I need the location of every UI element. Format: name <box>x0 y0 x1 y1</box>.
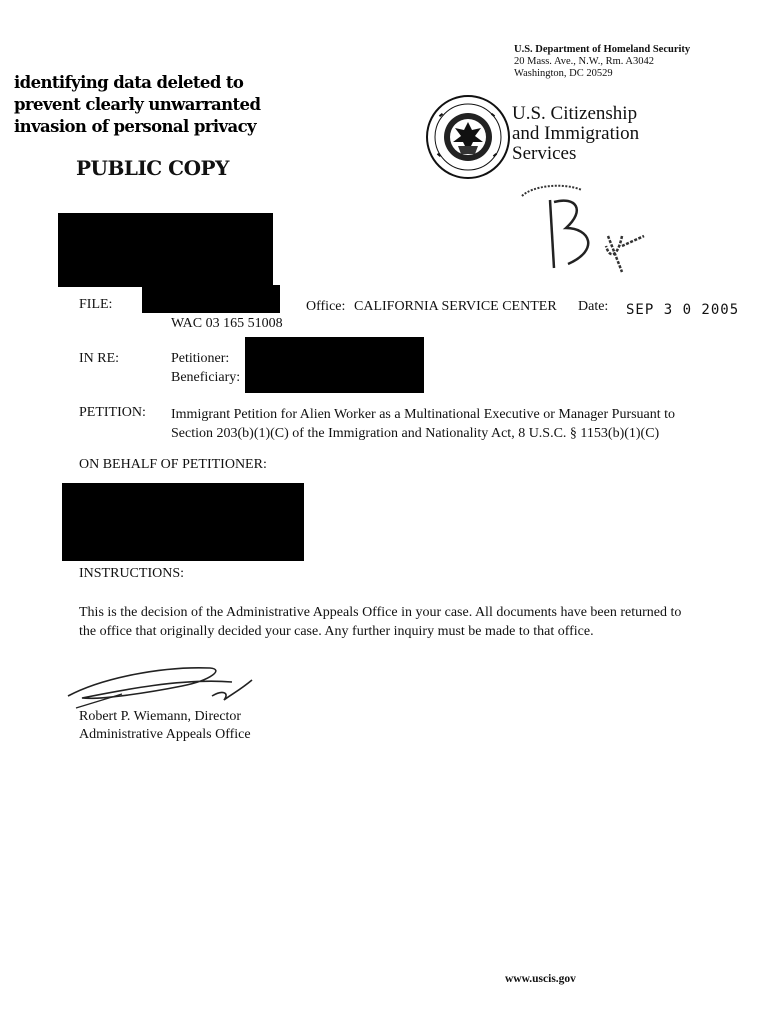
date-label: Date: <box>578 299 609 314</box>
file-label: FILE: <box>79 297 113 312</box>
petition-line-2: Section 203(b)(1)(C) of the Immigration and Nationality Act, 8 U.S.C. § 1153(b)(1)(C) <box>171 426 660 441</box>
stamp-line-3: invasion of personal privacy <box>14 117 257 136</box>
petition-description <box>171 405 691 443</box>
office-label: Office: <box>306 299 346 314</box>
stamp-line-1: identifying data deleted to <box>14 73 244 92</box>
agency-line-1: U.S. Citizenship <box>512 103 638 124</box>
signatory-office: Administrative Appeals Office <box>79 727 251 742</box>
instructions-label: INSTRUCTIONS: <box>79 566 185 581</box>
agency-line-3: Services <box>512 143 577 164</box>
footer-url: www.uscis.gov <box>505 973 576 985</box>
instructions-text <box>79 603 699 641</box>
petition-label: PETITION: <box>79 405 146 420</box>
instructions-line-1: This is the decision of the Administrative Appeals Office in your case. All documents have been returned to <box>79 605 682 620</box>
redaction-box-representative <box>62 483 304 561</box>
redaction-box-parties <box>245 337 424 393</box>
petitioner-label: Petitioner: <box>171 351 230 366</box>
department-address-block <box>514 44 690 80</box>
in-re-label: IN RE: <box>79 351 120 366</box>
redaction-box-1 <box>58 213 273 287</box>
stamp-line-2: prevent clearly unwarranted <box>14 95 261 114</box>
agency-name <box>512 104 639 164</box>
agency-line-2: and Immigration <box>512 123 640 144</box>
address-line-2: Washington, DC 20529 <box>514 68 613 79</box>
file-number: WAC 03 165 51008 <box>171 316 283 331</box>
dhs-seal-icon <box>425 94 511 180</box>
department-name: U.S. Department of Homeland Security <box>514 44 691 55</box>
signatory-name: Robert P. Wiemann, Director <box>79 709 242 724</box>
beneficiary-label: Beneficiary: <box>171 370 241 385</box>
public-copy-stamp: PUBLIC COPY <box>76 156 229 180</box>
instructions-line-2: the office that originally decided your case. Any further inquiry must be made to that office. <box>79 624 594 639</box>
on-behalf-label: ON BEHALF OF PETITIONER: <box>79 457 267 472</box>
privacy-stamp <box>14 72 260 138</box>
redaction-box-file <box>142 285 280 313</box>
handwritten-annotation <box>510 176 690 286</box>
office-value: CALIFORNIA SERVICE CENTER <box>354 299 557 314</box>
date-stamp: SEP 3 0 2005 <box>626 302 740 318</box>
petition-line-1: Immigrant Petition for Alien Worker as a Multinational Executive or Manager Pursuant to <box>171 407 676 422</box>
address-line-1: 20 Mass. Ave., N.W., Rm. A3042 <box>514 56 655 67</box>
